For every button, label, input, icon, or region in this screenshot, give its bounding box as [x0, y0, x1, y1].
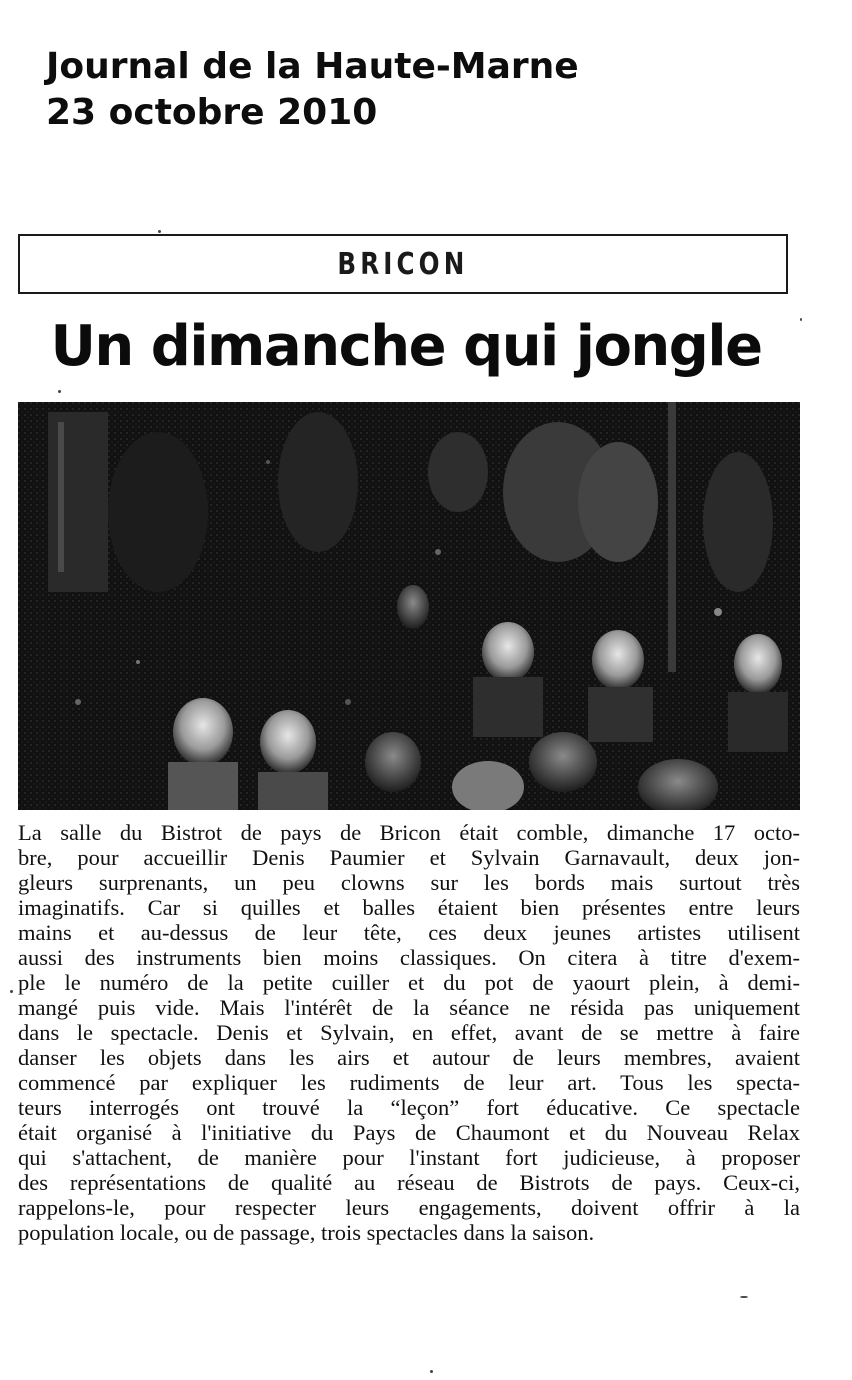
headline: Un dimanche qui jongle	[50, 314, 762, 379]
publication-name: Journal de la Haute-Marne	[46, 46, 579, 87]
scan-speck	[158, 230, 161, 233]
scan-speck	[430, 1370, 433, 1373]
source-header	[46, 44, 579, 136]
article-line: teurs interrogés ont trouvé la “leçon” fort éducative. Ce spectacle	[18, 1095, 800, 1120]
article-line: était organisé à l'initiative du Pays de Chaumont et du Nouveau Relax	[18, 1120, 800, 1145]
article-line: qui s'attachent, de manière pour l'instant fort judicieuse, à proposer	[18, 1145, 800, 1170]
article-line: dans le spectacle. Denis et Sylvain, en effet, avant de se mettre à faire	[18, 1020, 800, 1045]
children-audience-photo-icon	[18, 402, 800, 810]
article-line: des représentations de qualité au réseau de Bistrots de pays. Ceux-ci,	[18, 1170, 800, 1195]
article-line: ple le numéro de la petite cuiller et du pot de yaourt plein, à demi-	[18, 970, 800, 995]
rubric-box	[18, 234, 788, 294]
article-body	[18, 820, 800, 1245]
article-line: gleurs surprenants, un peu clowns sur les bords mais surtout très	[18, 870, 800, 895]
article-line: rappelons-le, pour respecter leurs engagements, doivent offrir à la	[18, 1195, 800, 1220]
scan-speck	[10, 990, 13, 993]
publication-date: 23 octobre 2010	[46, 92, 378, 133]
scan-speck	[740, 1296, 748, 1298]
article-line: population locale, ou de passage, trois spectacles dans la saison.	[18, 1220, 595, 1245]
article-line: mangé puis vide. Mais l'intérêt de la séance ne résida pas uniquement	[18, 995, 800, 1020]
rubric-label: BRICON	[337, 246, 469, 282]
article-line: commencé par expliquer les rudiments de leur art. Tous les specta-	[18, 1070, 800, 1095]
article-line: bre, pour accueillir Denis Paumier et Sylvain Garnavault, deux jon-	[18, 845, 800, 870]
article-photo	[18, 402, 800, 810]
article-line: mains et au-dessus de leur tête, ces deux jeunes artistes utilisent	[18, 920, 800, 945]
article-line: danser les objets dans les airs et autour de leurs membres, avaient	[18, 1045, 800, 1070]
scan-speck	[58, 390, 61, 393]
scan-speck	[800, 318, 802, 321]
article-line: La salle du Bistrot de pays de Bricon était comble, dimanche 17 octo-	[18, 820, 800, 845]
article-line: imaginatifs. Car si quilles et balles étaient bien présentes entre leurs	[18, 895, 800, 920]
article-line: aussi des instruments bien moins classiques. On citera à titre d'exem-	[18, 945, 800, 970]
